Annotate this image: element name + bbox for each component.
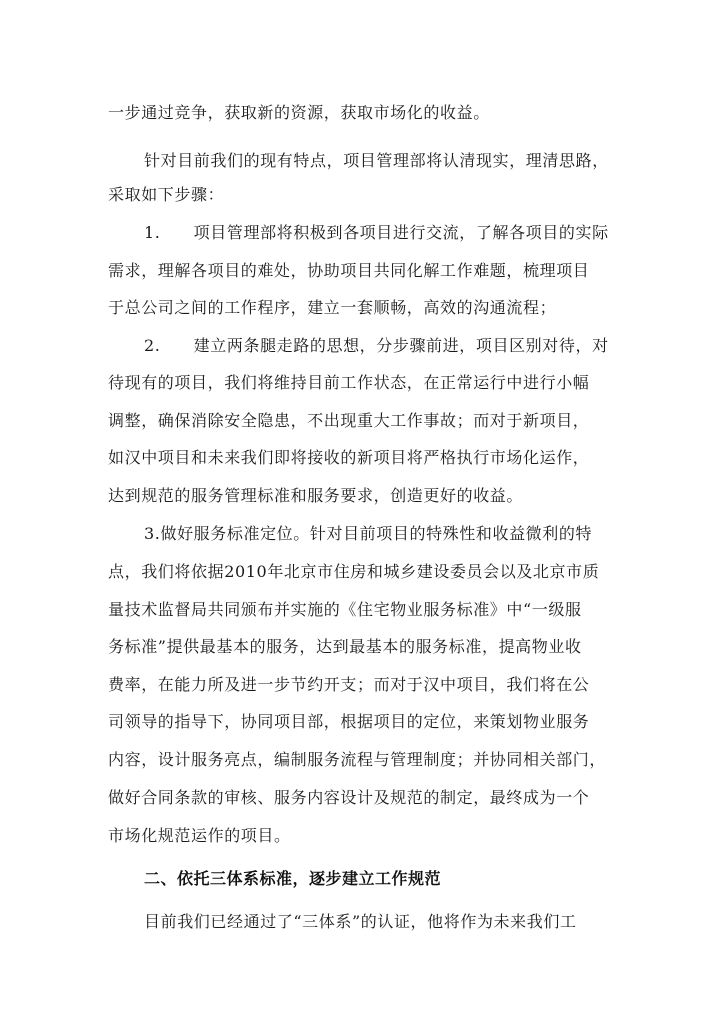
paragraph-line: 采取如下步骤： (108, 185, 225, 204)
paragraph-line: 市场化规范运作的项目。 (108, 826, 291, 845)
paragraph-line: 点，我们将依据2010年北京市住房和城乡建设委员会以及北京市质 (108, 562, 600, 581)
paragraph-line: 待现有的项目，我们将维持目前工作状态，在正常运行中进行小幅 (108, 373, 590, 392)
paragraph-line: 司领导的指导下，协同项目部，根据项目的定位，来策划物业服务 (108, 712, 590, 731)
paragraph-line: 量技术监督局共同颁布并实施的《住宅物业服务标准》中“一级服 (108, 600, 582, 619)
list-item-2-line: 2. 建立两条腿走路的思想，分步骤前进，项目区别对待，对 (144, 336, 609, 355)
paragraph-line: 调整，确保消除安全隐患，不出现重大工作事故；而对于新项目， (108, 411, 590, 430)
paragraph-line: 达到规范的服务管理标准和服务要求，创造更好的收益。 (108, 486, 524, 505)
paragraph-line: 目前我们已经通过了“三体系”的认证，他将作为未来我们工 (144, 912, 577, 931)
paragraph-line: 需求，理解各项目的难处，协助项目共同化解工作难题，梳理项目 (108, 261, 590, 280)
paragraph-line: 费率，在能力所及进一步节约开支；而对于汉中项目，我们将在公 (108, 675, 590, 694)
paragraph-line: 一步通过竞争，获取新的资源，获取市场化的收益。 (108, 103, 490, 122)
paragraph-line: 内容，设计服务亮点，编制服务流程与管理制度；并协同相关部门， (108, 750, 607, 769)
paragraph-line: 做好合同条款的审核、服务内容设计及规范的制定，最终成为一个 (108, 788, 590, 807)
paragraph-line: 于总公司之间的工作程序，建立一套顺畅，高效的沟通流程； (108, 298, 557, 317)
paragraph-line: 针对目前我们的现有特点，项目管理部将认清现实，理清思路， (144, 151, 609, 170)
list-item-1-line: 1. 项目管理部将积极到各项目进行交流，了解各项目的实际 (144, 223, 609, 242)
section-heading: 二、依托三体系标准，逐步建立工作规范 (144, 869, 442, 888)
paragraph-line: 如汉中项目和未来我们即将接收的新项目将严格执行市场化运作， (108, 448, 590, 467)
paragraph-line: 务标准”提供最基本的服务，达到最基本的服务标准，提高物业收 (108, 637, 582, 656)
list-item-3-line: 3.做好服务标准定位。针对目前项目的特殊性和收益微利的特 (144, 524, 593, 543)
